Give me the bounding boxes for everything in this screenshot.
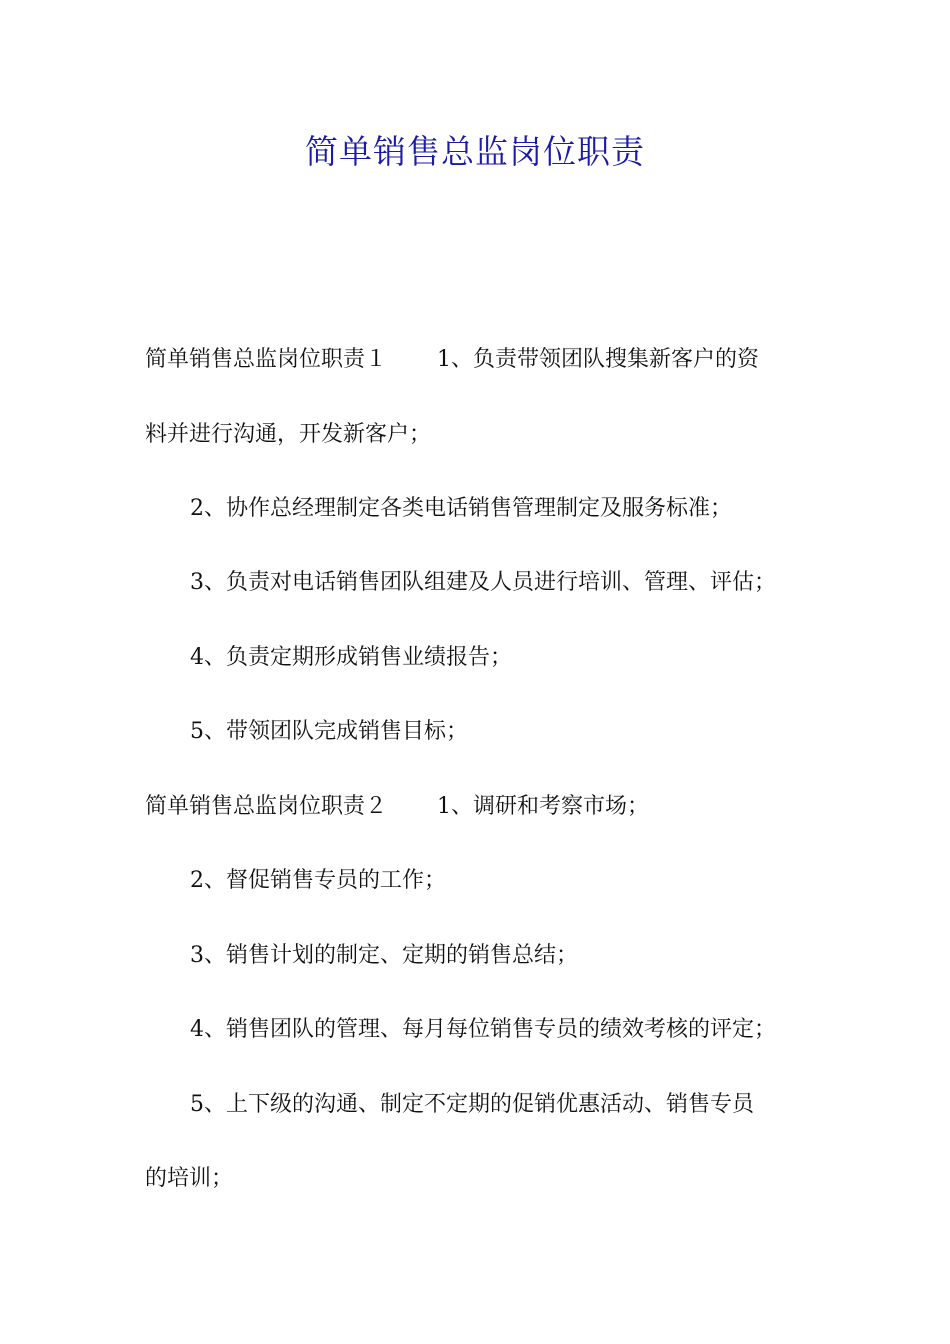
section1-item1-start: 1、负责带领团队搜集新客户的资 — [437, 347, 760, 372]
section2-item4: 4、销售团队的管理、每月每位销售专员的绩效考核的评定； — [190, 1017, 776, 1042]
section1-item1-continuation: 料并进行沟通，开发新客户； — [145, 422, 432, 447]
section2-item3: 3、销售计划的制定、定期的销售总结； — [190, 943, 578, 968]
document-title: 简单销售总监岗位职责 — [305, 132, 645, 171]
section2-item5-start: 5、上下级的沟通、制定不定期的促销优惠活动、销售专员 — [190, 1092, 754, 1117]
section1-item2: 2、协作总经理制定各类电话销售管理制定及服务标准； — [190, 496, 732, 521]
section2-first-line — [145, 791, 825, 823]
section2-heading: 简单销售总监岗位职责２ — [145, 794, 388, 819]
section1-first-line — [145, 344, 825, 376]
section1-item3: 3、负责对电话销售团队组建及人员进行培训、管理、评估； — [190, 570, 776, 595]
section1-heading: 简单销售总监岗位职责１ — [145, 347, 388, 372]
section2-item5-continuation: 的培训； — [145, 1166, 234, 1191]
section1-item5: 5、带领团队完成销售目标； — [190, 719, 468, 744]
section1-item4: 4、负责定期形成销售业绩报告； — [190, 645, 512, 670]
section2-item1: 1、调研和考察市场； — [437, 794, 650, 819]
section2-item2: 2、督促销售专员的工作； — [190, 868, 446, 893]
